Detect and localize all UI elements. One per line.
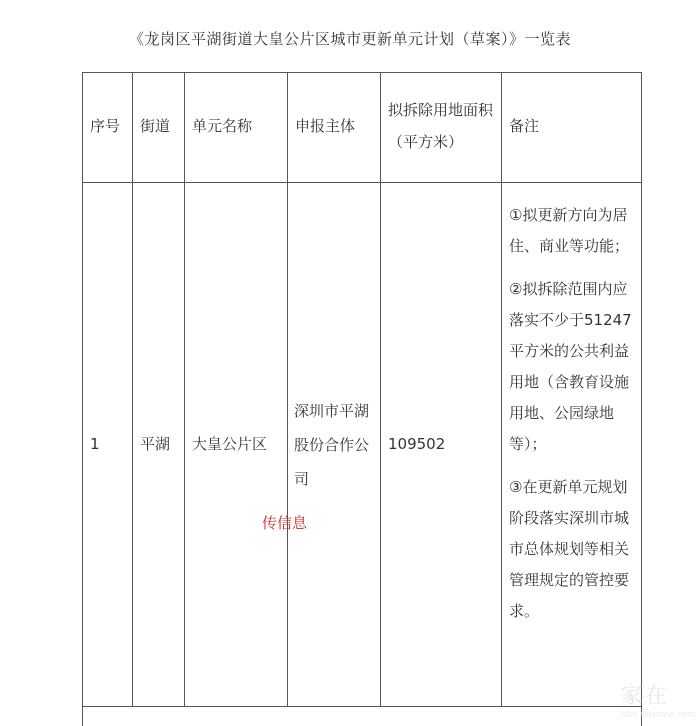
cell-index: 1	[90, 435, 100, 453]
cell-area: 109502	[388, 435, 446, 453]
header-divider	[82, 182, 642, 183]
remark-item: ②拟拆除范围内应落实不少于51247平方米的公共利益用地（含教育设施用地、公园绿地等）；	[509, 280, 632, 453]
cell-unit-name: 大皇公片区	[192, 435, 268, 453]
header-street: 街道	[140, 117, 171, 135]
col-line	[287, 72, 288, 706]
watermark-main: 家在	[620, 684, 669, 709]
table-border-top	[82, 72, 642, 73]
header-area: 拟拆除用地面积（平方米）	[388, 101, 494, 151]
col-line	[184, 72, 185, 706]
watermark-sub: bbs.szhome.com	[620, 710, 696, 720]
header-applicant: 申报主体	[295, 117, 356, 135]
header-index: 序号	[90, 117, 121, 135]
red-stamp-text: 传信息	[262, 514, 308, 532]
col-line	[132, 72, 133, 706]
col-line	[380, 72, 381, 706]
col-line	[501, 72, 502, 706]
col-line	[641, 72, 642, 726]
header-remarks: 备注	[509, 117, 540, 135]
plan-table	[82, 72, 642, 726]
watermark-logo	[621, 679, 696, 720]
row-divider	[82, 706, 642, 707]
remark-item: ③在更新单元规划阶段落实深圳市城市总体规划等相关管理规定的管控要求。	[509, 478, 630, 620]
cell-applicant: 深圳市平湖股份合作公司	[294, 402, 370, 488]
cell-remarks	[509, 200, 637, 639]
header-unit-name: 单元名称	[192, 117, 253, 135]
cell-street: 平湖	[140, 435, 171, 453]
col-line	[82, 72, 83, 726]
page-title: 《龙岗区平湖街道大皇公片区城市更新单元计划（草案）》一览表	[128, 30, 571, 48]
remark-item: ①拟更新方向为居住、商业等功能；	[509, 206, 630, 255]
